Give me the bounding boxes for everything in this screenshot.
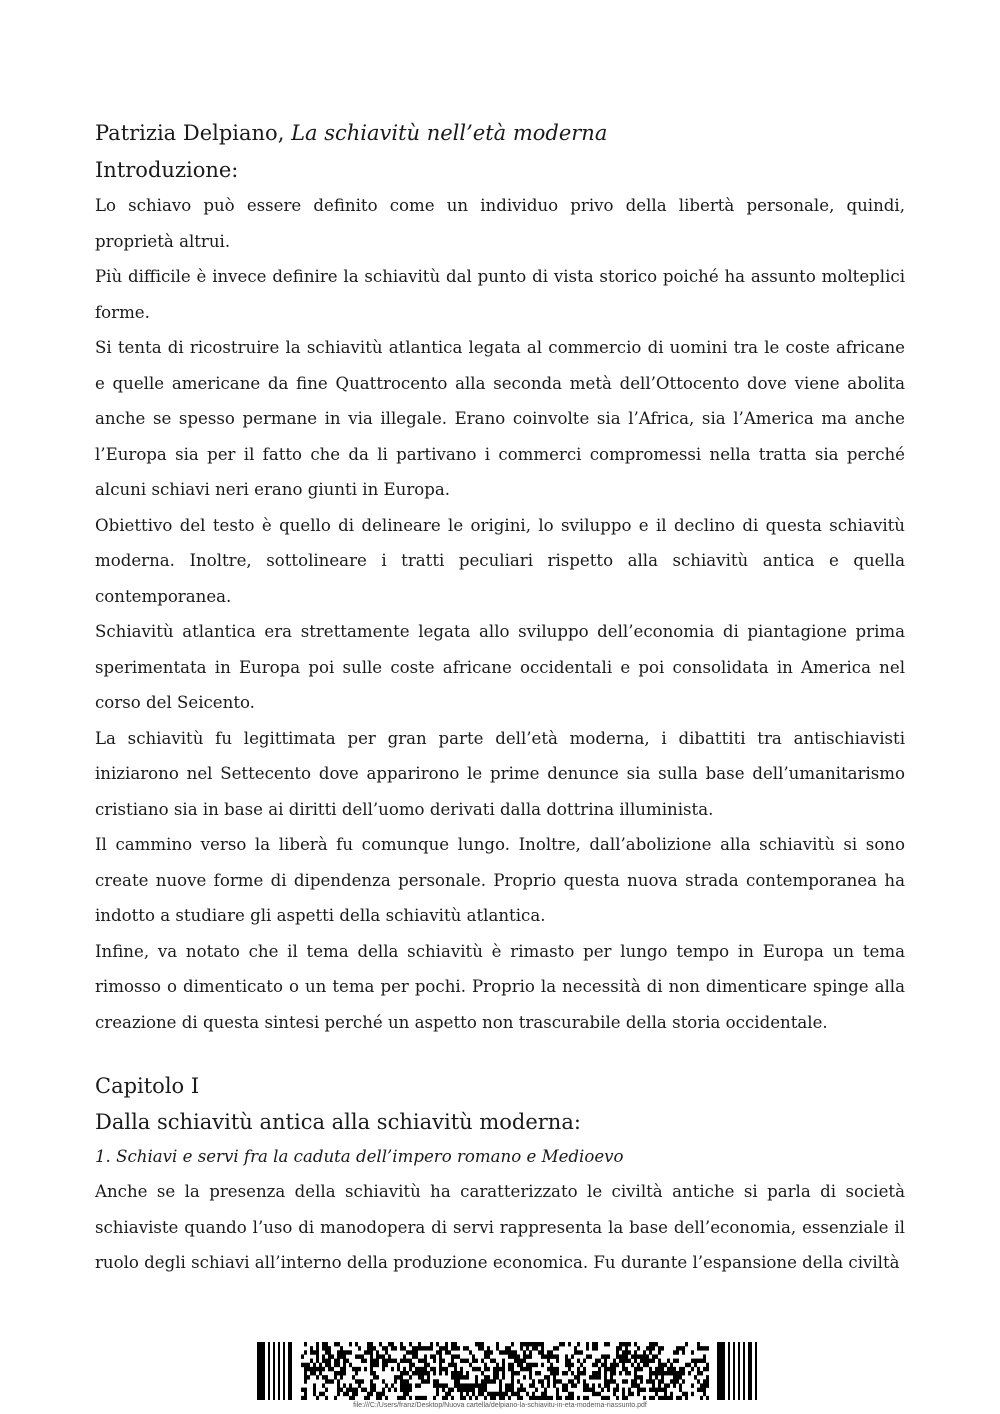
intro-paragraph-4: Obiettivo del testo è quello di delineare le origini, lo sviluppo e il declino di questa schiavitù moderna. Inoltre, sottolineare i tratti peculiari rispetto alla schiavitù antica e quella contemporanea. xyxy=(95,515,905,606)
author-name: Patrizia Delpiano, xyxy=(95,121,292,145)
intro-paragraph-5: Schiavitù atlantica era strettamente legata allo sviluppo dell’economia di piantagione prima sperimentata in Europa poi sulle coste africane occidentali e poi consolidata in America nel corso del Seicento. xyxy=(95,622,905,712)
section-heading: 1. Schiavi e servi fra la caduta dell’impero romano e Medioevo xyxy=(95,1147,624,1166)
intro-paragraph-7: Il cammino verso la liberà fu comunque lungo. Inoltre, dall’abolizione alla schiavitù si sono create nuove forme di dipendenza personale. Proprio questa nuova strada contemporanea ha indotto a studiare gli aspetti della schiavitù atlantica. xyxy=(95,835,905,925)
chapter-block xyxy=(95,1068,905,1281)
intro-heading: Introduzione: xyxy=(95,158,239,182)
chapter-heading: Capitolo I xyxy=(95,1074,200,1098)
document-page xyxy=(95,114,905,1281)
intro-paragraph-2: Più difficile è invece definire la schiavitù dal punto di vista storico poiché ha assunto molteplici forme. xyxy=(95,267,905,322)
intro-paragraph-8: Infine, va notato che il tema della schiavitù è rimasto per lungo tempo in Europa un tema rimosso o dimenticato o un tema per pochi. Proprio la necessità di non dimenticare spinge alla creazione di questa sintesi perché un aspetto non trascurabile della storia occidentale. xyxy=(95,941,905,1032)
book-title: La schiavitù nell’età moderna xyxy=(291,121,608,145)
intro-paragraph-3: Si tenta di ricostruire la schiavitù atlantica legata al commercio di uomini tra le coste africane e quelle americane da fine Quattrocento alla seconda metà dell’Ottocento dove viene abolita anche se spesso permane in via illegale. Erano coinvolte sia l’Africa, sia l’America ma anche l’Europa sia per il fatto che da li partivano i commerci compromessi nella tratta sia perché alcuni schiavi neri erano giunti in Europa. xyxy=(95,338,905,499)
chapter-title: Dalla schiavitù antica alla schiavitù moderna: xyxy=(95,1110,581,1134)
pdf417-barcode-icon xyxy=(257,1342,760,1400)
intro-paragraph-1: Lo schiavo può essere definito come un individuo privo della libertà personale, quindi, proprietà altrui. xyxy=(95,196,905,251)
intro-paragraph-6: La schiavitù fu legittimata per gran parte dell’età moderna, i dibattiti tra antischiavisti iniziarono nel Settecento dove apparirono le prime denunce sia sulla base dell’umanitarismo cristiano sia in base ai diritti dell’uomo derivati dalla dottrina illuminista. xyxy=(95,728,905,819)
section-paragraph: Anche se la presenza della schiavitù ha caratterizzato le civiltà antiche si parla di società schiaviste quando l’uso di manodopera di servi rappresenta la base dell’economia, essenziale il ruolo degli schiavi all’interno della produzione economica. Fu durante l’espansione della civiltà xyxy=(95,1182,905,1272)
footer-file-path: file:///C:/Users/franz/Desktop/Nuova cartella/delpiano-la-schiavitu-in-eta-moderna-riassunto.pdf xyxy=(353,1402,647,1409)
document-title xyxy=(95,114,905,152)
